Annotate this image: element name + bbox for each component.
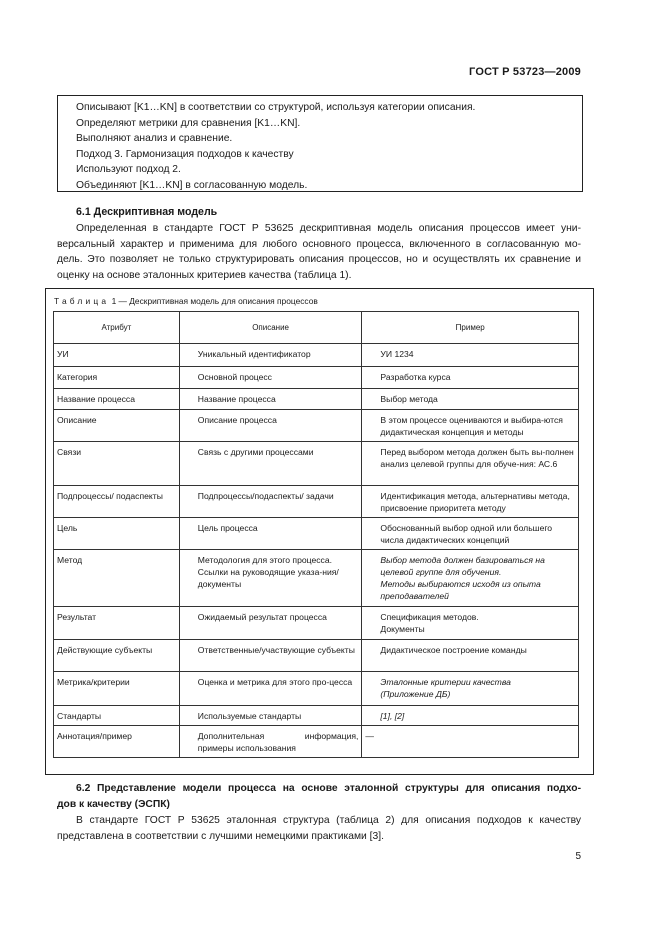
- procedure-line: Определяют метрики для сравнения [K1…KN].: [76, 117, 301, 129]
- example-line: Документы: [380, 624, 425, 634]
- attribute-cell: Метод: [54, 550, 180, 607]
- paragraph-line: оценку на основе эталонных критериев качества (таблица 1).: [57, 269, 352, 281]
- paragraph-line: дель. Это позволяет не только структурировать описания процессов, но и осуществлять их сравнение и: [57, 254, 581, 265]
- description-cell: Дополнительная информация, примеры использования: [179, 726, 362, 758]
- table-row: [54, 518, 579, 550]
- example-cell: —: [362, 726, 579, 758]
- example-line: Спецификация методов.: [380, 612, 479, 622]
- attribute-cell: Подпроцессы/ подаспекты: [54, 486, 180, 518]
- description-cell: Уникальный идентификатор: [179, 344, 362, 367]
- table-header-row: [54, 312, 579, 344]
- description-cell: Оценка и метрика для этого про-цесса: [179, 672, 362, 706]
- attribute-cell: Категория: [54, 367, 180, 389]
- paragraph-line: В стандарте ГОСТ Р 53625 эталонная структура (таблица 2) для описания подходов к качеству: [76, 815, 581, 826]
- section-6-2-paragraph: [57, 813, 581, 844]
- title-line: 6.2 Представление модели процесса на основе эталонной структуры для описания подхо-: [76, 783, 581, 794]
- example-cell: Обоснованный выбор одной или большего числа дидактических концепций: [362, 518, 579, 550]
- attribute-cell: Действующие субъекты: [54, 640, 180, 672]
- attribute-cell: УИ: [54, 344, 180, 367]
- procedure-line: Описывают [K1…KN] в соответствии со структурой, используя категории описания.: [76, 102, 476, 113]
- example-cell: Разработка курса: [362, 367, 579, 389]
- table-row: [54, 410, 579, 442]
- example-cell: Дидактическое построение команды: [362, 640, 579, 672]
- attribute-cell: Цель: [54, 518, 180, 550]
- paragraph-line: версальный характер и применима для любого основного процесса, включенного в согласованную мо-: [57, 238, 581, 250]
- example-line: Эталонные критерии качества: [380, 677, 511, 687]
- attribute-cell: Аннотация/пример: [54, 726, 180, 758]
- description-cell: Ответственные/участвующие субъекты: [179, 640, 362, 672]
- paragraph-line: Определенная в стандарте ГОСТ Р 53625 дескриптивная модель описания процессов имеет уни-: [76, 223, 581, 234]
- paragraph-line: представлена в соответствии с лучшими немецкими практиками [3].: [57, 830, 384, 842]
- example-cell: УИ 1234: [362, 344, 579, 367]
- description-cell: Название процесса: [179, 389, 362, 410]
- table-row: [54, 442, 579, 486]
- attribute-cell: Метрика/критерии: [54, 672, 180, 706]
- example-cell: В этом процессе оцениваются и выбира-ются дидактическая концепция и методы: [362, 410, 579, 442]
- section-6-2-title: [57, 781, 581, 812]
- column-header: Пример: [362, 312, 579, 344]
- table-row: [54, 672, 579, 706]
- page-number: 5: [575, 851, 581, 862]
- description-cell: Описание процесса: [179, 410, 362, 442]
- attribute-cell: Описание: [54, 410, 180, 442]
- procedure-line: Подход 3. Гармонизация подходов к качеству: [76, 148, 294, 160]
- table-row: [54, 706, 579, 726]
- table-row: [54, 389, 579, 410]
- description-cell: Ожидаемый результат процесса: [179, 607, 362, 640]
- example-cell: [362, 607, 579, 640]
- table-row: [54, 550, 579, 607]
- example-cell: [362, 672, 579, 706]
- example-cell: Перед выбором метода должен быть вы-полнен анализ целевой группы для обуче-ния: АС.6: [362, 442, 579, 486]
- attribute-cell: Связи: [54, 442, 180, 486]
- procedure-box: [57, 95, 583, 192]
- table-caption: [54, 296, 318, 306]
- table-row: [54, 344, 579, 367]
- table-caption-word: Таблица: [54, 296, 110, 306]
- table-caption-text: 1 — Дескриптивная модель для описания процессов: [109, 296, 318, 306]
- attribute-cell: Название процесса: [54, 389, 180, 410]
- table-row: [54, 726, 579, 758]
- example-cell: [362, 550, 579, 607]
- column-header: Описание: [179, 312, 362, 344]
- section-6-1-title: 6.1 Дескриптивная модель: [76, 206, 218, 218]
- table-row: [54, 367, 579, 389]
- attribute-cell: Стандарты: [54, 706, 180, 726]
- description-cell: Подпроцессы/подаспекты/ задачи: [179, 486, 362, 518]
- description-cell: Цель процесса: [179, 518, 362, 550]
- example-cell: Идентификация метода, альтернативы метода, присвоение приоритета методу: [362, 486, 579, 518]
- attribute-cell: Результат: [54, 607, 180, 640]
- example-cell: Выбор метода: [362, 389, 579, 410]
- example-line: (Приложение ДБ): [380, 689, 451, 699]
- example-cell: [1], [2]: [362, 706, 579, 726]
- procedure-line: Используют подход 2.: [76, 164, 181, 175]
- column-header: Атрибут: [54, 312, 180, 344]
- table-row: [54, 607, 579, 640]
- document-header: ГОСТ Р 53723—2009: [469, 66, 581, 78]
- description-cell: Используемые стандарты: [179, 706, 362, 726]
- procedure-line: Объединяют [K1…KN] в согласованную модель.: [76, 179, 308, 191]
- example-line: Методы выбираются исходя из опыта преподавателей: [380, 579, 541, 601]
- table-row: [54, 486, 579, 518]
- description-cell: Связь с другими процессами: [179, 442, 362, 486]
- description-cell: Методология для этого процесса. Ссылки на руководящие указа-ния/документы: [179, 550, 362, 607]
- title-line: дов к качеству (ЭСПК): [57, 798, 170, 810]
- description-cell: Основной процесс: [179, 367, 362, 389]
- section-6-1-paragraph: [57, 221, 581, 283]
- procedure-line: Выполняют анализ и сравнение.: [76, 133, 233, 144]
- example-line: Выбор метода должен базироваться на целевой группе для обучения.: [380, 555, 545, 577]
- table-row: [54, 640, 579, 672]
- descriptive-model-table: [53, 311, 579, 758]
